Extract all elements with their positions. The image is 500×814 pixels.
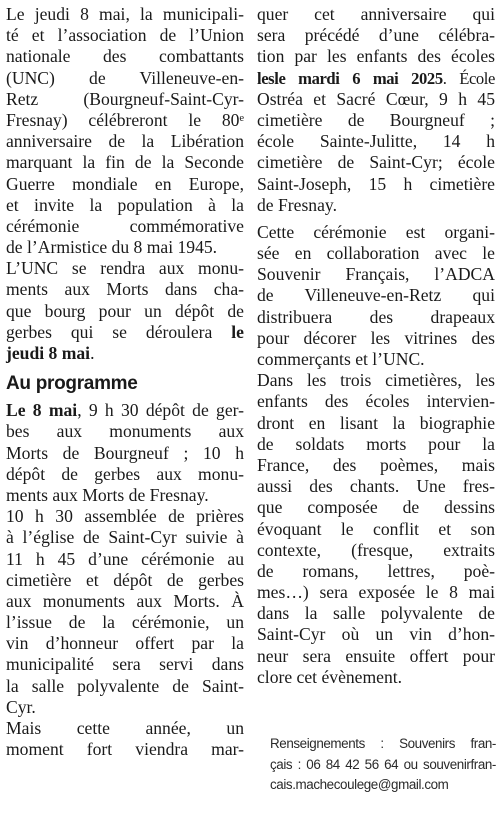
text-line: cimetière de Bourgneuf ; (257, 109, 495, 130)
text-line: Mais cette année, un (6, 718, 244, 738)
section-heading: Au programme (6, 373, 138, 395)
text-line: l’issue de la cérémonie, un (6, 612, 244, 633)
text-line: commerçants et l’UNC. (257, 349, 425, 369)
text-line: Retz (Bourgneuf-Saint-Cyr- (6, 88, 244, 109)
text-line: anniversaire de la Libération (6, 131, 244, 152)
program-paragraph-1 (6, 400, 244, 506)
text-line: Dans les trois cimetières, les (257, 370, 495, 391)
text-line: France, des poèmes, mais (257, 454, 495, 475)
text-line: ments aux Morts dans cha- (6, 279, 244, 300)
text-line: enfants des écoles intervien- (257, 391, 495, 412)
text-line: cimetière et dépôt de gerbes (6, 569, 244, 590)
text-line: à l’église de Saint-Cyr suivie à (6, 527, 244, 548)
text-line: école Sainte-Julitte, 14 h (257, 131, 495, 152)
text-line: Cyr. (6, 696, 36, 717)
text-line: L’UNC se rendra aux monu- (6, 258, 244, 279)
text-line: (UNC) de Villeneuve-en- (6, 67, 244, 88)
text-line: nationale des combattants (6, 46, 244, 67)
text-line: tion par les enfants des écoles (257, 46, 495, 67)
collaboration-paragraph (257, 222, 495, 370)
text-line: de l’Armistice du 8 mai 1945. (6, 237, 218, 258)
text-line: de Villeneuve-en-Retz qui (257, 285, 495, 306)
info-contact (270, 734, 496, 796)
text-line: mes…) sera exposée le 8 mai (257, 582, 495, 603)
text-line (6, 322, 244, 343)
text-line: moment fort viendra mar- (6, 739, 244, 760)
text-fragment: . (90, 343, 95, 363)
text-line: ments aux Morts de Fresnay. (6, 484, 209, 505)
text-line: sera précédé d’une célébra- (257, 25, 495, 46)
text-line: bes aux monuments aux (6, 421, 244, 442)
left-column (6, 4, 244, 760)
text-line: neur sera ensuite offert pour (257, 645, 495, 666)
text-line: Fresnay) célébreront le 80ᵉ (6, 109, 244, 130)
text-line (257, 68, 495, 89)
text-line: dront en lisant la biographie (257, 412, 495, 433)
text-line: de soldats morts pour la (257, 433, 495, 454)
right-column (257, 4, 495, 688)
text-line: distribuera des drapeaux (257, 306, 495, 327)
text-line: aux monuments aux Morts. À (6, 590, 244, 611)
text-line: cimetière de Saint-Cyr; école (257, 152, 495, 173)
program-paragraph-3 (6, 718, 244, 760)
text-line: que bourg pour un dépôt de (6, 300, 244, 321)
text-line: pour décorer les vitrines des (257, 327, 495, 348)
text-line: sée en collaboration avec le (257, 243, 495, 264)
text-line: évoquant le conflit et son (257, 518, 495, 539)
text-line: Cette cérémonie est organi- (257, 221, 495, 242)
bold-text: les (257, 68, 275, 88)
intro-paragraph (6, 4, 244, 258)
text-line: çais : 06 84 42 56 64 ou souvenirfran- (270, 756, 496, 772)
cemeteries-paragraph (257, 370, 495, 688)
text-line: 11 h 45 d’une cérémonie au (6, 548, 244, 569)
text-line (6, 343, 244, 364)
text-line: té et l’association de l’Union (6, 25, 244, 46)
bold-date: le mardi 6 mai 2025 (274, 68, 443, 88)
text-line: Morts de Bourgneuf ; 10 h (6, 442, 244, 463)
schools-paragraph (257, 4, 495, 216)
text-line: marquant la fin de la Seconde (6, 152, 244, 173)
text-line: vin d’honneur offert par la (6, 633, 244, 654)
text-line: contexte, (fresque, extraits (257, 539, 495, 560)
text-line: dans la salle polyvalente de (257, 603, 495, 624)
text-line: de romans, lettres, poè- (257, 560, 495, 581)
text-line: quer cet anniversaire qui (257, 4, 495, 24)
text-line: municipalité sera servi dans (6, 654, 244, 675)
text-line: Guerre mondiale en Europe, (6, 173, 244, 194)
text-line: cais.machecoulege@gmail.com (270, 777, 449, 792)
text-line: cérémonie commémorative (6, 215, 244, 236)
text-line: 10 h 30 assemblée de prières (6, 506, 244, 527)
unc-paragraph (6, 258, 244, 364)
text-line (6, 400, 244, 421)
text-line: Souvenir Français, l’ADCA (257, 264, 495, 285)
text-line: aussi des chants. Une fres- (257, 476, 495, 497)
text-line: que composée de dessins (257, 497, 495, 518)
bold-text: le (231, 321, 244, 342)
bold-date: jeudi 8 mai (6, 343, 91, 363)
text-line: et invite la population à la (6, 194, 244, 215)
text-line: dépôt de gerbes aux monu- (6, 463, 244, 484)
bold-date: Le 8 mai (6, 400, 78, 421)
text-fragment: , 9 h 30 dépôt de ger- (77, 400, 244, 421)
text-line: Saint-Joseph, 15 h cimetière (257, 173, 495, 194)
text-line: Le jeudi 8 mai, la municipali- (6, 4, 244, 24)
text-line: clore cet évènement. (257, 666, 403, 687)
text-line: Renseignements : Souvenirs fran- (270, 736, 496, 751)
text-line: Ostréa et Sacré Cœur, 9 h 45 (257, 88, 495, 109)
program-paragraph-2 (6, 506, 244, 718)
text-fragment: gerbes qui se déroulera (6, 321, 213, 342)
text-line: de Fresnay. (257, 194, 337, 215)
text-fragment: . École (442, 68, 495, 88)
text-line: Saint-Cyr où un vin d’hon- (257, 624, 495, 645)
text-line: la salle polyvalente de Saint- (6, 675, 244, 696)
